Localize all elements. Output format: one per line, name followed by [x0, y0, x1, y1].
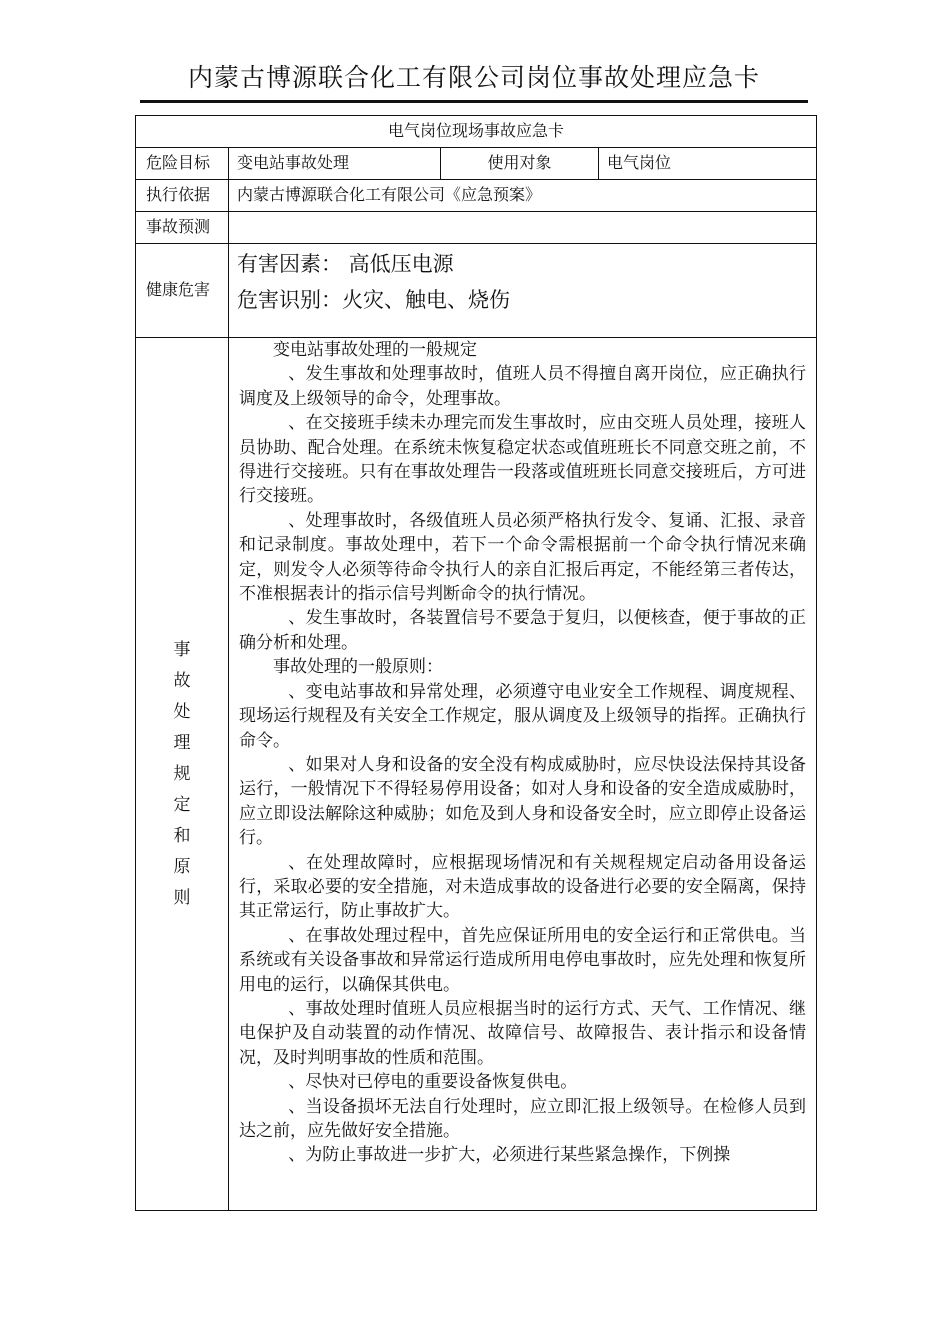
rules-label-char: 则	[173, 887, 191, 908]
prediction-label: 事故预测	[136, 212, 229, 244]
rules-label-char: 规	[173, 763, 191, 784]
card-heading: 电气岗位现场事故应急卡	[136, 116, 817, 148]
rule-heading: 变电站事故处理的一般规定	[273, 340, 477, 360]
rules-label-char: 定	[173, 794, 191, 815]
rule-item: 、发生事故和处理事故时，值班人员不得擅自离开岗位，应正确执行调度及上级领导的命令，处理事故。	[239, 364, 807, 409]
rule-item: 、处理事故时，各级值班人员必须严格执行发令、复诵、汇报、录音和记录制度。事故处理中，若下一个命令需根据前一个命令执行情况来确定，则发令人必须等待命令执行人的亲自汇报后再定，不能经第三者传达，不准根据表计的指示信号判断命令的执行情况。	[239, 510, 807, 605]
rules-label	[136, 338, 229, 1211]
rule-item: 、为防止事故进一步扩大，必须进行某些紧急操作，下例操	[288, 1145, 731, 1166]
rule-item: 、变电站事故和异常处理，必须遵守电业安全工作规程、调度规程、现场运行规程及有关安全工作规定，服从调度及上级领导的指挥。正确执行命令。	[239, 681, 807, 751]
hazard-identification: 危害识别：火灾、触电、烧伤	[237, 288, 510, 312]
rules-label-char: 故	[173, 670, 191, 691]
rule-item: 、如果对人身和设备的安全没有构成威胁时，应尽快设法保持其设备运行，一般情况下不得轻易停用设备；如对人身和设备的安全造成威胁时，应立即设法解除这种威胁；如危及到人身和设备安全时，应立即停止设备运行。	[239, 754, 807, 849]
prediction-value	[229, 212, 817, 244]
applicable-value: 电气岗位	[599, 148, 817, 180]
rule-item: 、在交接班手续未办理完而发生事故时，应由交班人员处理，接班人员协助、配合处理。在系统未恢复稳定状态或值班班长不同意交班之前，不得进行交接班。只有在事故处理告一段落或值班班长同意交接班后，方可进行交接班。	[239, 413, 807, 507]
rule-item: 、事故处理时值班人员应根据当时的运行方式、天气、工作情况、继电保护及自动装置的动作情况、故障信号、故障报告、表计指示和设备情况，及时判明事故的性质和范围。	[239, 998, 807, 1068]
rules-label-char: 事	[173, 639, 191, 660]
title-underline	[140, 100, 808, 103]
rules-label-char: 原	[173, 856, 191, 877]
document-title: 内蒙古博源联合化工有限公司岗位事故处理应急卡	[187, 63, 760, 92]
harmful-factors: 有害因素： 高低压电源	[237, 252, 454, 276]
rule-heading: 事故处理的一般原则：	[273, 657, 443, 678]
rule-item: 、在事故处理过程中，首先应保证所用电的安全运行和正常供电。当系统或有关设备事故和异常运行造成所用电停电事故时，应先处理和恢复所用电的运行，以确保其供电。	[239, 925, 807, 995]
rules-paragraphs	[239, 338, 806, 1210]
rule-item: 、尽快对已停电的重要设备恢复供电。	[288, 1072, 578, 1093]
applicable-label: 使用对象	[441, 148, 599, 180]
health-hazard-value	[229, 244, 817, 338]
hazard-target-label: 危险目标	[136, 148, 229, 180]
rules-content	[229, 338, 817, 1211]
rules-label-char: 和	[173, 825, 191, 846]
rule-item: 、在处理故障时，应根据现场情况和有关规程规定启动备用设备运行，采取必要的安全措施，对未造成事故的设备进行必要的安全隔离，保持其正常运行，防止事故扩大。	[239, 852, 807, 922]
rules-label-char: 理	[173, 732, 191, 753]
health-hazard-label: 健康危害	[136, 244, 229, 338]
basis-value: 内蒙古博源联合化工有限公司《应急预案》	[229, 180, 817, 212]
emergency-card-table	[135, 115, 817, 1211]
rule-item: 、发生事故时，各装置信号不要急于复归，以便核查，便于事故的正确分析和处理。	[239, 608, 807, 653]
basis-label: 执行依据	[136, 180, 229, 212]
rule-item: 、当设备损坏无法自行处理时，应立即汇报上级领导。在检修人员到达之前，应先做好安全措施。	[239, 1096, 807, 1141]
hazard-target-value: 变电站事故处理	[229, 148, 441, 180]
rules-label-char: 处	[173, 701, 191, 722]
